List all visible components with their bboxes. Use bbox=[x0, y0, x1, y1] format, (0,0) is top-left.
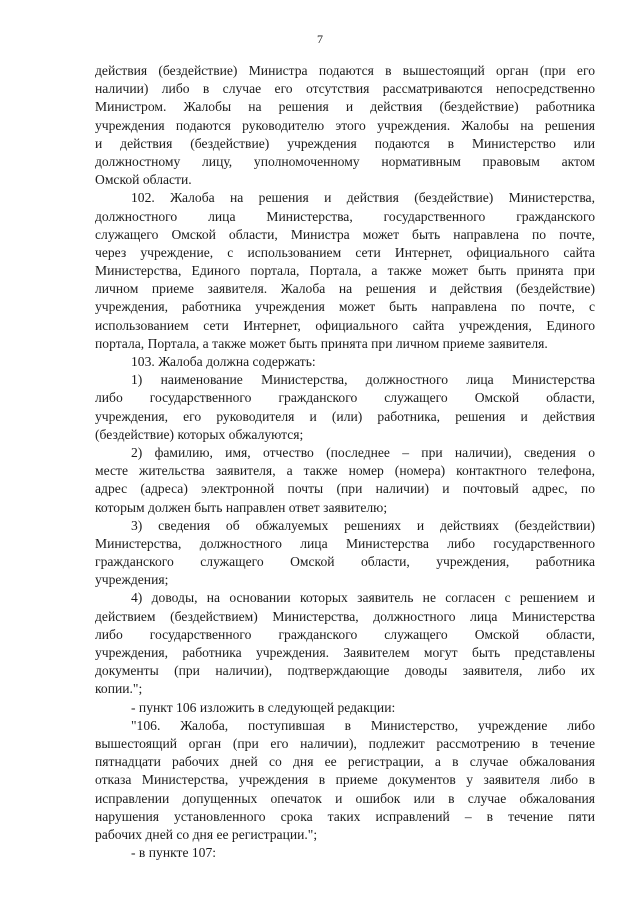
document-body bbox=[95, 62, 595, 862]
text-line: Омской области. bbox=[95, 172, 192, 188]
page-number: 7 bbox=[317, 32, 323, 46]
paragraph bbox=[95, 589, 595, 698]
text-line: наличии) либо в случае его отсутствия рассматриваются непосредственно bbox=[95, 81, 595, 97]
text-line: (бездействие) которых обжалуются; bbox=[95, 426, 304, 442]
text-line: адрес (адреса) электронной почты (при наличии) и почтовый адрес, по bbox=[95, 481, 595, 497]
text-line: - пункт 106 изложить в следующей редакции: bbox=[131, 699, 396, 715]
text-line: 1) наименование Министерства, должностного лица Министерства bbox=[131, 372, 595, 388]
text-line: Министром. Жалобы на решения и действия (бездействие) работника bbox=[95, 99, 595, 115]
text-line: учреждения; bbox=[95, 572, 169, 588]
text-line: действия (бездействие) Министра подаются в вышестоящий орган (при его bbox=[95, 63, 595, 78]
paragraph bbox=[95, 699, 595, 717]
text-line: исправлении допущенных опечаток и ошибок или в случае обжалования bbox=[95, 790, 595, 806]
text-line: учреждения, работника учреждения может быть направлена по почте, с bbox=[95, 299, 595, 315]
text-line: гражданского служащего Омской области, учреждения, работника bbox=[95, 554, 595, 570]
text-line: портала, Портала, а также может быть принята при личном приеме заявителя. bbox=[95, 335, 548, 351]
text-line: должностного лица Министерства, государственного гражданского bbox=[95, 208, 595, 224]
text-line: либо государственного гражданского служащего Омской области, bbox=[95, 626, 595, 642]
paragraph bbox=[95, 517, 595, 590]
text-line: учреждения, его руководителя и (или) работника, решения и действия bbox=[95, 408, 595, 424]
text-line: действием (бездействием) Министерства, должностного лица Министерства bbox=[95, 608, 595, 624]
text-line: 2) фамилию, имя, отчество (последнее – при наличии), сведения о bbox=[131, 444, 595, 460]
text-line: либо государственного гражданского служащего Омской области, bbox=[95, 390, 595, 406]
paragraph bbox=[95, 444, 595, 517]
text-line: отказа Министерства, учреждения в приеме документов у заявителя либо в bbox=[95, 772, 595, 788]
text-line: "106. Жалоба, поступившая в Министерство, учреждение либо bbox=[131, 717, 595, 733]
text-line: использованием сети Интернет, официального сайта учреждения, Единого bbox=[95, 317, 595, 333]
text-line: учреждения подаются руководителю этого учреждения. Жалобы на решения bbox=[95, 117, 595, 133]
paragraph bbox=[95, 717, 595, 844]
paragraph bbox=[95, 189, 595, 353]
text-line: 3) сведения об обжалуемых решениях и действиях (бездействии) bbox=[131, 517, 595, 533]
text-line: месте жительства заявителя, а также номер (номера) контактного телефона, bbox=[95, 463, 595, 479]
text-line: рабочих дней со дня ее регистрации."; bbox=[95, 826, 318, 842]
text-line: пятнадцати рабочих дней со дня ее регистрации, а в случае обжалования bbox=[95, 754, 595, 770]
text-line: Министерства, Единого портала, Портала, а также может быть принята при bbox=[95, 263, 595, 279]
text-line: Министерства, должностного лица Министерства либо государственного bbox=[95, 535, 595, 551]
text-line: 103. Жалоба должна содержать: bbox=[131, 354, 316, 369]
text-line: копии."; bbox=[95, 681, 143, 697]
paragraph bbox=[95, 62, 595, 189]
text-line: должностному лицу, уполномоченному нормативным правовым актом bbox=[95, 153, 595, 169]
text-line: 4) доводы, на основании которых заявитель не согласен с решением и bbox=[131, 590, 595, 606]
text-line: служащего Омской области, Министра может быть направлена по почте, bbox=[95, 226, 595, 242]
text-line: вышестоящий орган (при его наличии), подлежит рассмотрению в течение bbox=[95, 735, 595, 751]
paragraph bbox=[95, 371, 595, 444]
text-line: - в пункте 107: bbox=[131, 845, 217, 861]
text-line: которым должен быть направлен ответ заявителю; bbox=[95, 499, 388, 515]
text-line: учреждения, работника учреждения. Заявителем могут быть представлены bbox=[95, 645, 595, 660]
text-line: документы (при наличии), подтверждающие доводы заявителя, либо их bbox=[95, 663, 595, 679]
text-line: и действия (бездействие) учреждения подаются в Министерство или bbox=[95, 135, 595, 151]
text-line: через учреждение, с использованием сети Интернет, официального сайта bbox=[95, 244, 595, 260]
text-line: личном приеме заявителя. Жалоба на решения и действия (бездействие) bbox=[95, 281, 595, 297]
text-line: нарушения установленного срока таких исправлений – в течение пяти bbox=[95, 808, 595, 824]
text-line: 102. Жалоба на решения и действия (бездействие) Министерства, bbox=[131, 190, 595, 206]
paragraph bbox=[95, 353, 595, 371]
paragraph bbox=[95, 844, 595, 862]
